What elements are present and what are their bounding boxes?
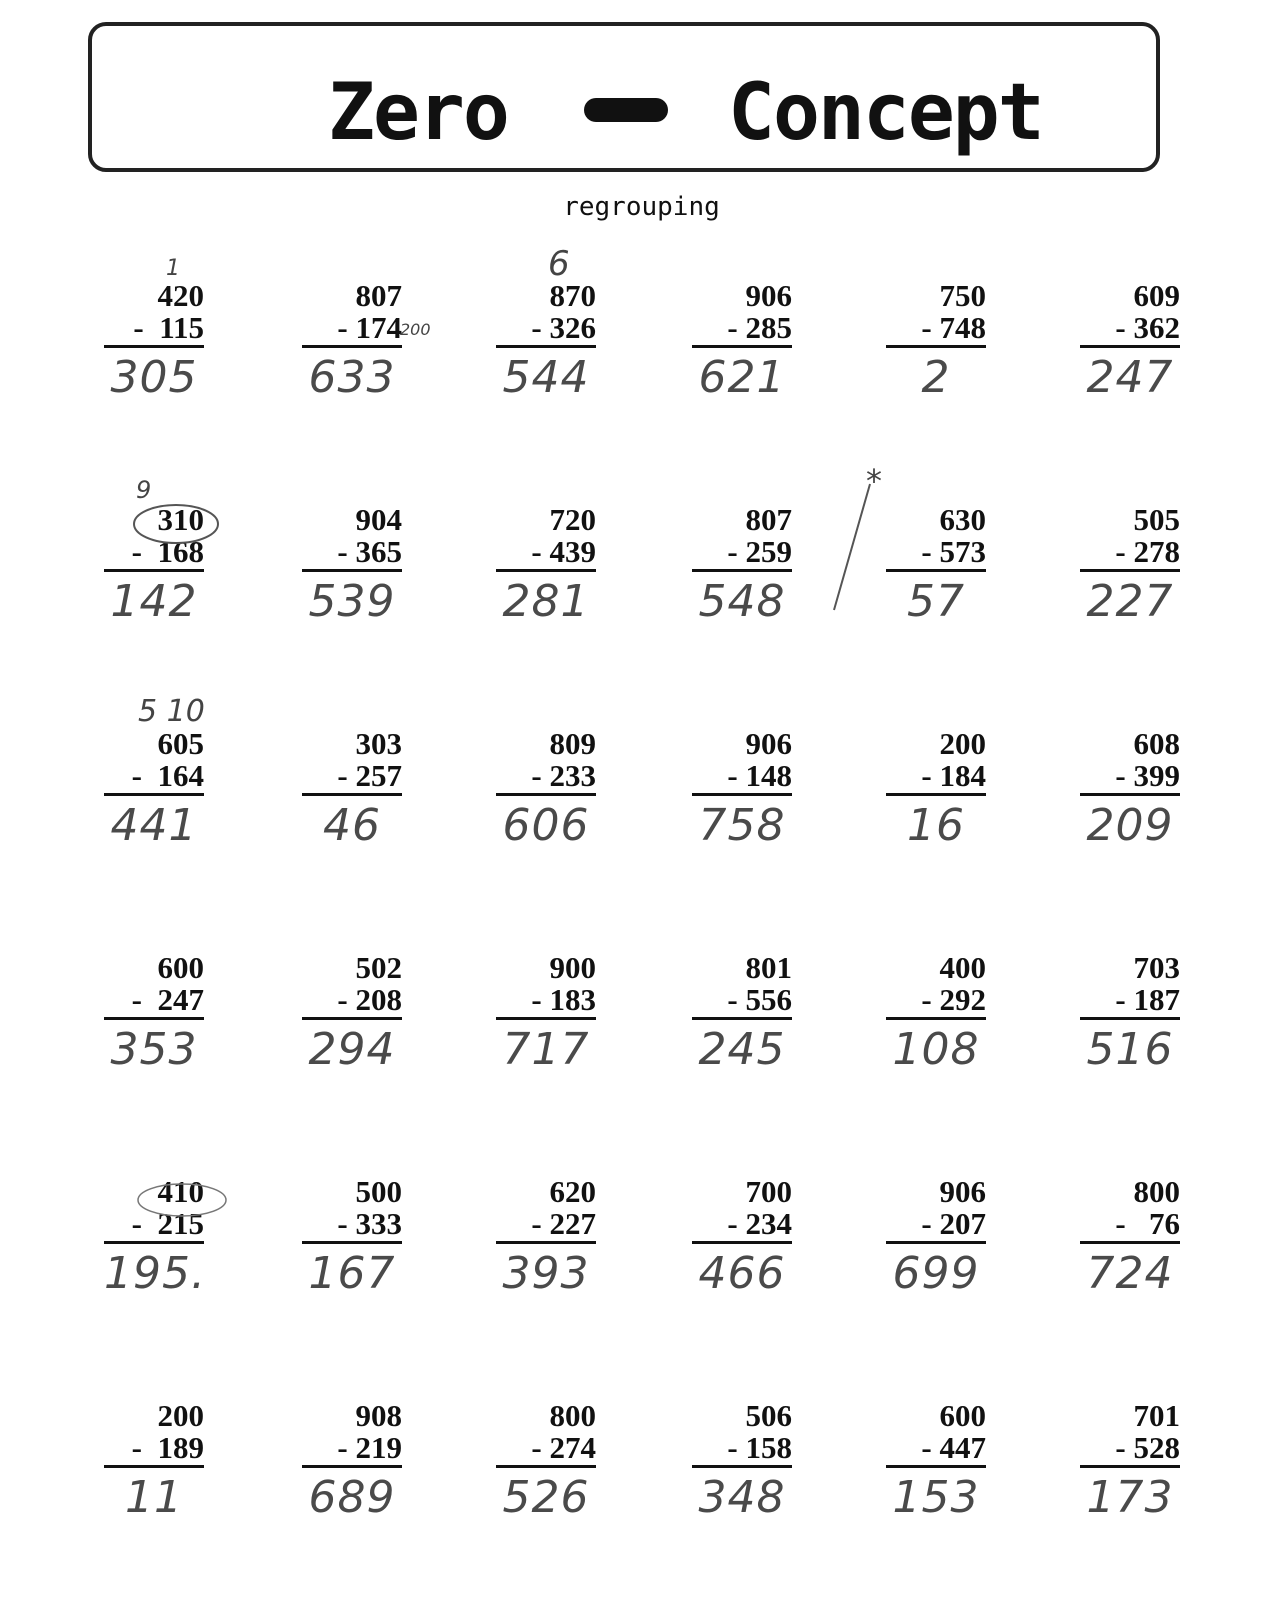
subtrahend: - 439 xyxy=(496,536,596,572)
minuend: 200 xyxy=(157,1398,204,1433)
minuend: 750 xyxy=(939,278,986,313)
problem xyxy=(1080,280,1180,408)
problem xyxy=(1080,1176,1180,1304)
minuend: 906 xyxy=(745,726,792,761)
problem xyxy=(1080,952,1180,1080)
problem xyxy=(104,280,204,408)
minuend: 703 xyxy=(1133,950,1180,985)
handwritten-answer: 353 xyxy=(110,1024,198,1075)
subtrahend: - 257 xyxy=(302,760,402,796)
handwritten-answer: 393 xyxy=(502,1248,590,1299)
problem xyxy=(692,1176,792,1304)
handwritten-answer: 758 xyxy=(698,800,786,851)
minuend: 420 xyxy=(157,278,204,313)
handwritten-answer: 108 xyxy=(892,1024,980,1075)
subtrahend: - 234 xyxy=(692,1208,792,1244)
title-word-concept: Concept xyxy=(728,68,1043,158)
carry-mark: 1 xyxy=(166,256,180,281)
handwritten-answer: 348 xyxy=(698,1472,786,1523)
minuend: 500 xyxy=(355,1174,402,1209)
handwritten-answer: 717 xyxy=(502,1024,590,1075)
minuend: 700 xyxy=(745,1174,792,1209)
problem xyxy=(104,1400,204,1528)
problem xyxy=(496,504,596,632)
subtrahend: - 259 xyxy=(692,536,792,572)
minuend: 400 xyxy=(939,950,986,985)
minuend: 809 xyxy=(549,726,596,761)
problem xyxy=(1080,504,1180,632)
subtrahend: - 227 xyxy=(496,1208,596,1244)
minuend: 620 xyxy=(549,1174,596,1209)
handwritten-answer: 195. xyxy=(104,1248,206,1299)
problem xyxy=(692,504,792,632)
problem xyxy=(1080,1400,1180,1528)
handwritten-answer: 153 xyxy=(892,1472,980,1523)
subtrahend: - 573 xyxy=(886,536,986,572)
minuend: 870 xyxy=(549,278,596,313)
title-dash xyxy=(584,98,668,122)
handwritten-answer: 281 xyxy=(502,576,590,627)
subtrahend: - 115 xyxy=(104,312,204,348)
minuend: 906 xyxy=(745,278,792,313)
handwritten-answer: 11 xyxy=(125,1472,183,1523)
problem xyxy=(1080,728,1180,856)
subtrahend: - 365 xyxy=(302,536,402,572)
subtrahend: - 292 xyxy=(886,984,986,1020)
handwritten-answer: 621 xyxy=(698,352,786,403)
handwritten-answer: 167 xyxy=(308,1248,396,1299)
minuend: 303 xyxy=(355,726,402,761)
problem xyxy=(886,1400,986,1528)
minuend: 505 xyxy=(1133,502,1180,537)
subtrahend: - 158 xyxy=(692,1432,792,1468)
handwritten-answer: 245 xyxy=(698,1024,786,1075)
handwritten-answer: 247 xyxy=(1086,352,1174,403)
subtrahend: - 148 xyxy=(692,760,792,796)
problem xyxy=(886,280,986,408)
minuend: 900 xyxy=(549,950,596,985)
problem xyxy=(886,952,986,1080)
carry-mark: 9 xyxy=(136,476,152,504)
title-box xyxy=(88,22,1160,172)
subtrahend: - 174 xyxy=(302,312,402,348)
subtrahend: - 189 xyxy=(104,1432,204,1468)
handwritten-answer: 539 xyxy=(308,576,396,627)
subtrahend: - 447 xyxy=(886,1432,986,1468)
handwritten-answer: 441 xyxy=(110,800,198,851)
minuend: 600 xyxy=(157,950,204,985)
circle-mark xyxy=(132,1178,232,1222)
problem xyxy=(496,728,596,856)
handwritten-answer: 142 xyxy=(110,576,198,627)
minuend: 807 xyxy=(745,502,792,537)
problem xyxy=(692,952,792,1080)
minuend: 506 xyxy=(745,1398,792,1433)
problem xyxy=(302,1176,402,1304)
minuend: 200 xyxy=(939,726,986,761)
minuend: 800 xyxy=(549,1398,596,1433)
circle-mark xyxy=(128,500,224,548)
handwritten-answer: 633 xyxy=(308,352,396,403)
minuend: 720 xyxy=(549,502,596,537)
problem xyxy=(692,728,792,856)
minuend: 906 xyxy=(939,1174,986,1209)
minuend: 502 xyxy=(355,950,402,985)
handwritten-answer: 606 xyxy=(502,800,590,851)
minuend: 605 xyxy=(157,726,204,761)
problem xyxy=(496,280,596,408)
subtrahend: - 208 xyxy=(302,984,402,1020)
handwritten-answer: 57 xyxy=(907,576,965,627)
handwritten-answer: 724 xyxy=(1086,1248,1174,1299)
handwritten-answer: 46 xyxy=(323,800,381,851)
subtrahend: - 219 xyxy=(302,1432,402,1468)
handwritten-answer: 689 xyxy=(308,1472,396,1523)
handwritten-answer: 516 xyxy=(1086,1024,1174,1075)
subtrahend: - 362 xyxy=(1080,312,1180,348)
minuend: 600 xyxy=(939,1398,986,1433)
subtrahend: - 748 xyxy=(886,312,986,348)
minuend: 800 xyxy=(1133,1174,1180,1209)
handwritten-answer: 227 xyxy=(1086,576,1174,627)
subtrahend: - 399 xyxy=(1080,760,1180,796)
handwritten-answer: 209 xyxy=(1086,800,1174,851)
handwritten-answer: 294 xyxy=(308,1024,396,1075)
problem xyxy=(302,728,402,856)
subtrahend: - 274 xyxy=(496,1432,596,1468)
problem xyxy=(692,1400,792,1528)
handwritten-answer: 2 xyxy=(921,352,951,403)
side-note: 200 xyxy=(400,320,431,339)
handwritten-answer: 548 xyxy=(698,576,786,627)
subtrahend: - 326 xyxy=(496,312,596,348)
minuend: 630 xyxy=(939,502,986,537)
problem xyxy=(692,280,792,408)
minuend: 908 xyxy=(355,1398,402,1433)
subtrahend: - 215 xyxy=(104,1208,204,1244)
subtrahend: - 76 xyxy=(1080,1208,1180,1244)
problem xyxy=(104,728,204,856)
handwritten-answer: 305 xyxy=(110,352,198,403)
minuend: 701 xyxy=(1133,1398,1180,1433)
problem xyxy=(302,280,402,408)
handwritten-answer: 699 xyxy=(892,1248,980,1299)
problem xyxy=(302,504,402,632)
handwritten-answer: 544 xyxy=(502,352,590,403)
carry-mark: 6 xyxy=(548,244,570,284)
problem xyxy=(104,952,204,1080)
minuend: 410 xyxy=(157,1174,204,1209)
pencil-slash xyxy=(826,480,876,620)
title-word-zero: Zero xyxy=(328,68,508,158)
handwritten-answer: 16 xyxy=(907,800,965,851)
handwritten-answer: 466 xyxy=(698,1248,786,1299)
subtrahend: - 187 xyxy=(1080,984,1180,1020)
subtitle: regrouping xyxy=(563,192,720,222)
subtrahend: - 168 xyxy=(104,536,204,572)
problem xyxy=(496,952,596,1080)
minuend: 608 xyxy=(1133,726,1180,761)
subtrahend: - 333 xyxy=(302,1208,402,1244)
subtrahend: - 184 xyxy=(886,760,986,796)
minuend: 310 xyxy=(157,502,204,537)
subtrahend: - 183 xyxy=(496,984,596,1020)
problem xyxy=(302,1400,402,1528)
problem xyxy=(886,728,986,856)
subtrahend: - 233 xyxy=(496,760,596,796)
handwritten-answer: 526 xyxy=(502,1472,590,1523)
subtrahend: - 207 xyxy=(886,1208,986,1244)
subtrahend: - 278 xyxy=(1080,536,1180,572)
subtrahend: - 285 xyxy=(692,312,792,348)
handwritten-answer: 173 xyxy=(1086,1472,1174,1523)
problem xyxy=(302,952,402,1080)
problem xyxy=(886,1176,986,1304)
problem xyxy=(886,504,986,632)
subtrahend: - 164 xyxy=(104,760,204,796)
minuend: 807 xyxy=(355,278,402,313)
subtrahend: - 556 xyxy=(692,984,792,1020)
minuend: 801 xyxy=(745,950,792,985)
subtrahend: - 528 xyxy=(1080,1432,1180,1468)
carry-mark: 5 10 xyxy=(138,694,205,729)
problem xyxy=(496,1176,596,1304)
subtrahend: - 247 xyxy=(104,984,204,1020)
minuend: 904 xyxy=(355,502,402,537)
minuend: 609 xyxy=(1133,278,1180,313)
problem xyxy=(496,1400,596,1528)
star-mark: * xyxy=(866,462,882,500)
